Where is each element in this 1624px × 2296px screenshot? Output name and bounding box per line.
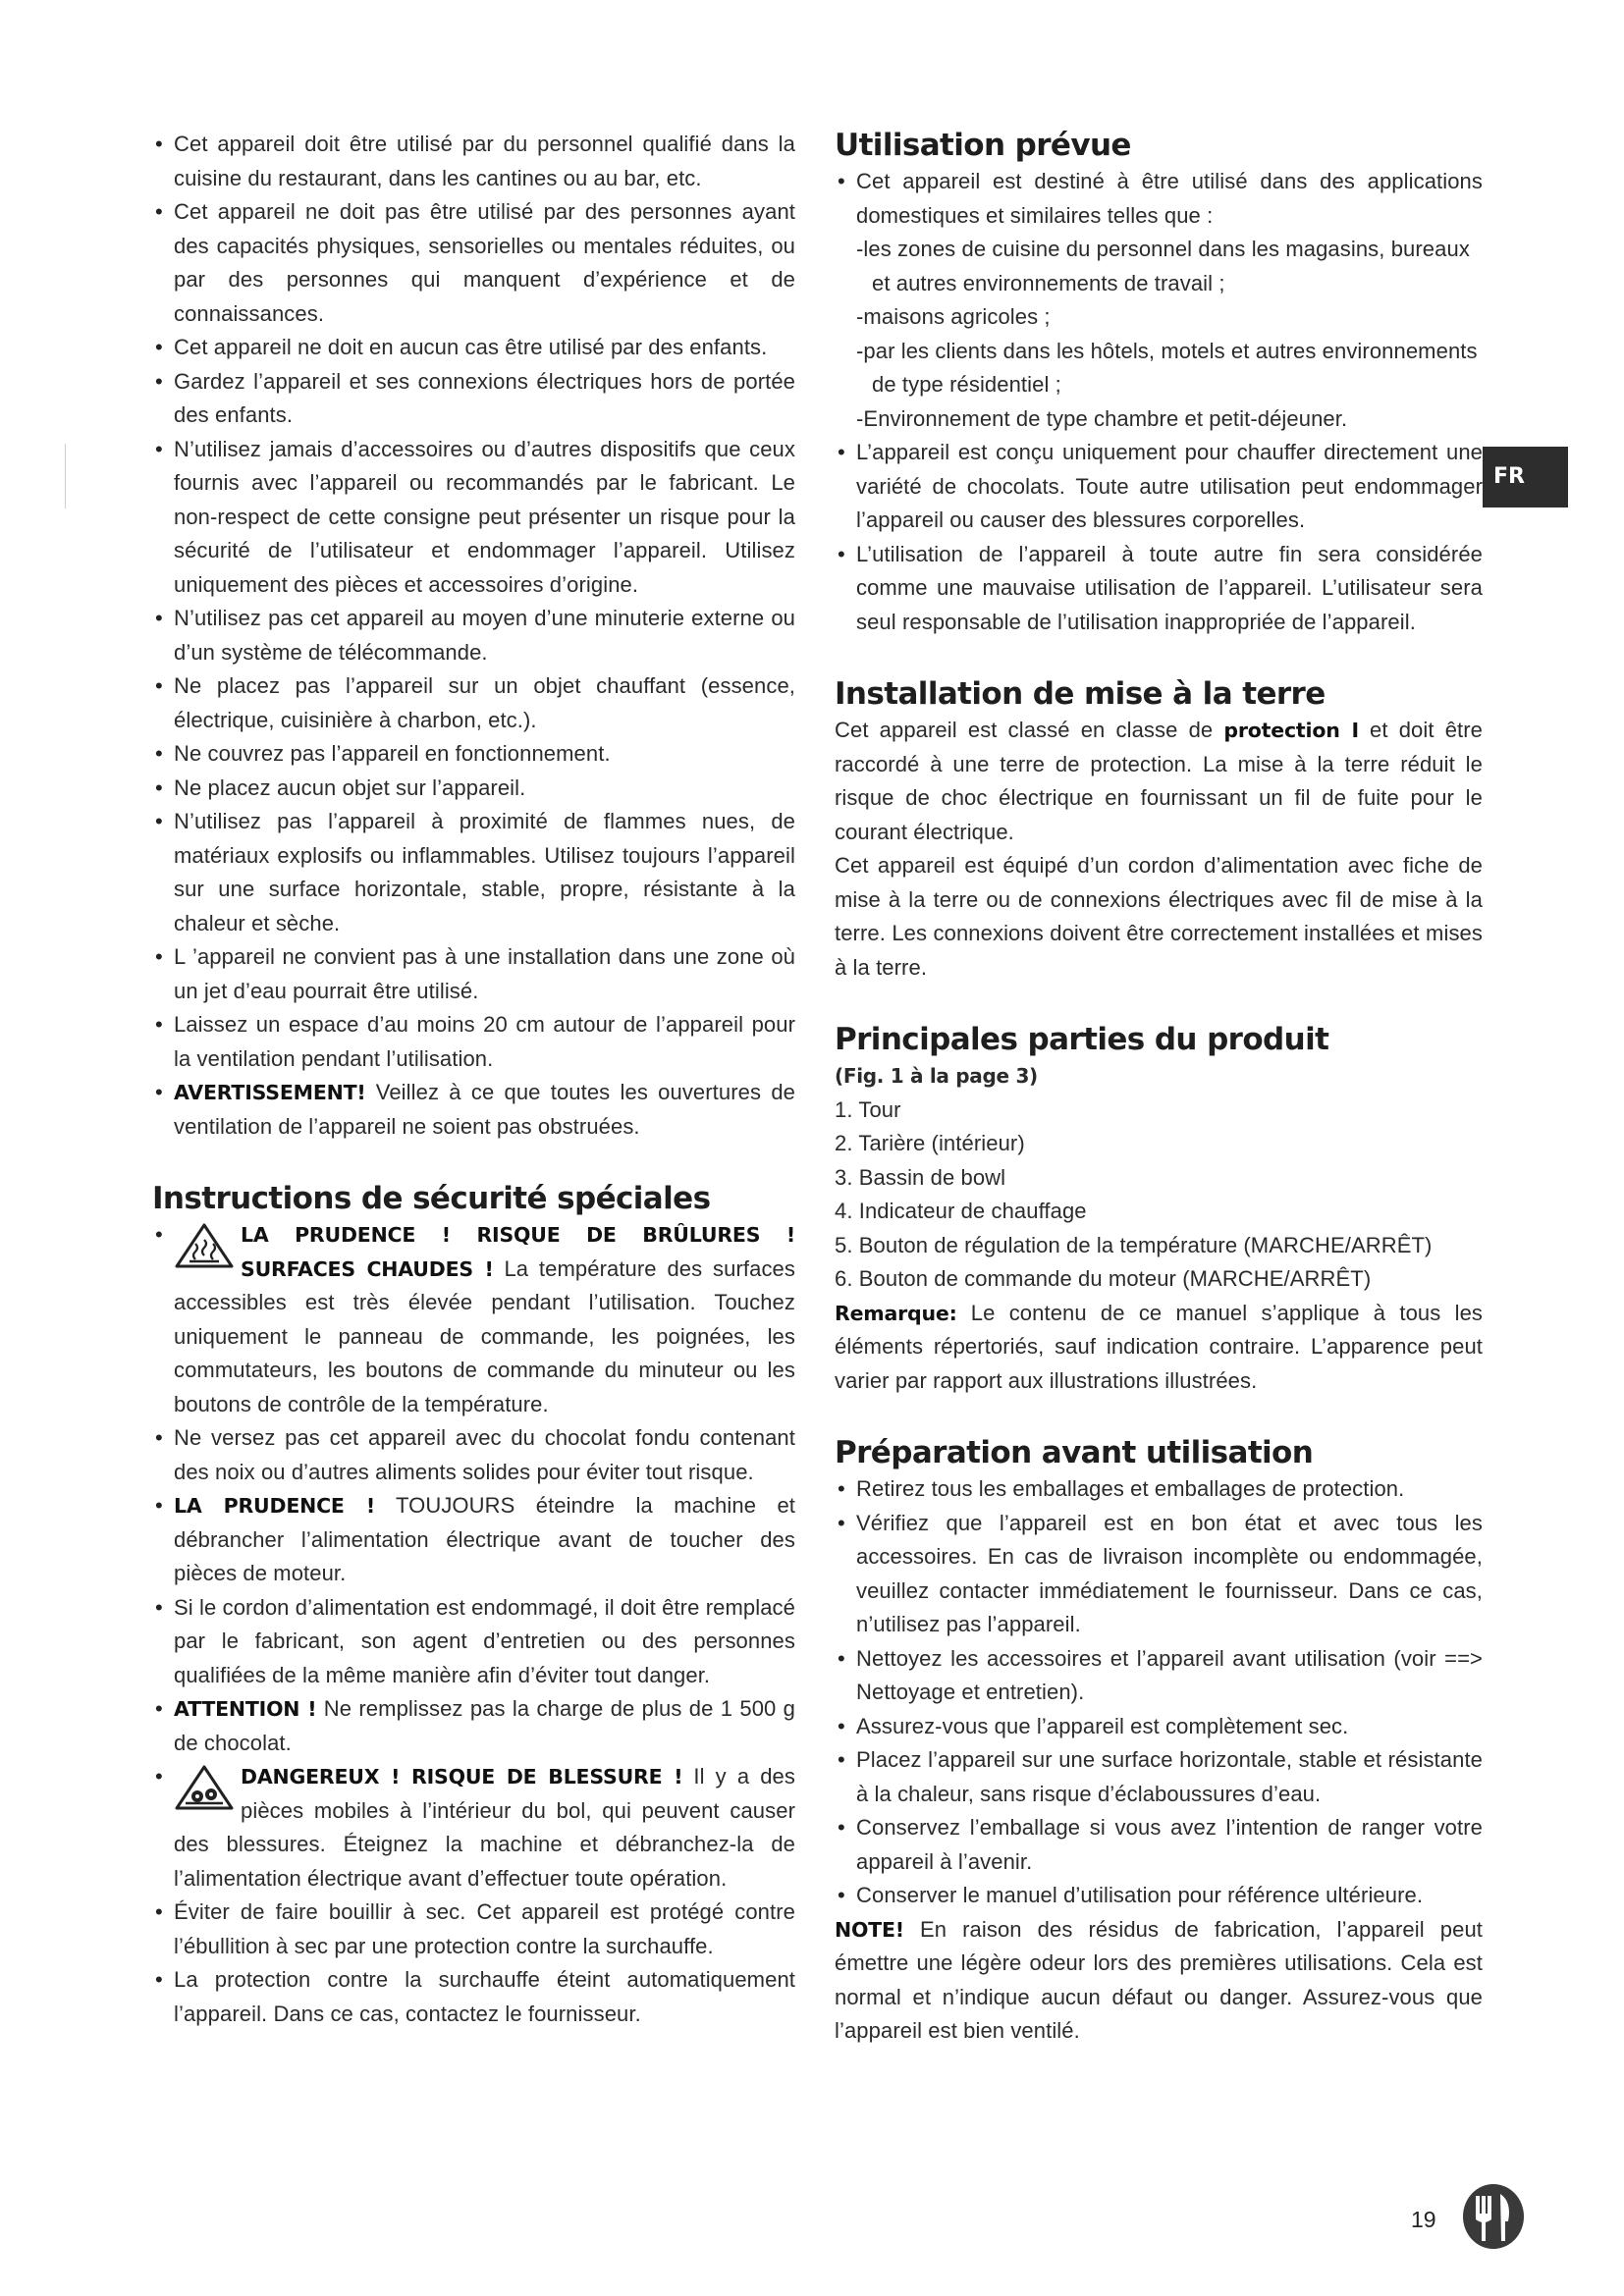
list-item: • Ne couvrez pas l’appareil en fonctionnement.	[152, 737, 795, 772]
list-item: 3. Bassin de bowl	[835, 1164, 1006, 1190]
remarque-label: Remarque:	[835, 1301, 957, 1325]
list-item: • N’utilisez pas cet appareil au moyen d’une minuterie externe ou d’un système de télécommande.	[152, 602, 795, 669]
special-safety-heading: Instructions de sécurité spéciales	[152, 1181, 711, 1216]
prep-list	[835, 1472, 1483, 1913]
list-item: • N’utilisez jamais d’accessoires ou d’autres dispositifs que ceux fournis avec l’appareil ou recommandés par le fabricant. Le non-respect de cette consigne peut présenter un risque pour la sécurité de l’utilisateur et endommager l’appareil. Utilisez uniquement des pièces et accessoires d’origine.	[152, 433, 795, 603]
usage-dash-list	[856, 233, 1483, 436]
general-safety-list	[152, 128, 795, 1144]
danger-label: DANGEREUX ! RISQUE DE BLESSURE !	[241, 1765, 683, 1789]
list-item: 4. Indicateur de chauffage	[835, 1199, 1087, 1223]
list-item: • Gardez l’appareil et ses connexions électriques hors de portée des enfants.	[152, 365, 795, 433]
danger-text: Il y a des pièces mobiles à l’intérieur du bol, qui peuvent causer des blessures. Éteignez la machine et débranchez-la de l’alimentation électrique avant d’effectuer toute opération.	[174, 1764, 795, 1891]
list-item: • Cet appareil ne doit pas être utilisé par des personnes ayant des capacités physiques, sensorielles ou mentales réduites, ou par des personnes qui manquent d’expérience et de connaissances.	[152, 195, 795, 331]
note-paragraph	[835, 1913, 1483, 2049]
list-item: • Éviter de faire bouillir à sec. Cet appareil est protégé contre l’ébullition à sec par une protection contre la surchauffe.	[152, 1896, 795, 1963]
list-item: • Retirez tous les emballages et emballages de protection.	[835, 1472, 1483, 1507]
list-item: 1. Tour	[835, 1096, 901, 1122]
protection-class-label: protection I	[1223, 719, 1359, 742]
list-item	[152, 1760, 795, 1896]
margin-mark	[65, 444, 66, 508]
list-item: -par les clients dans les hôtels, motels et autres environnements de type résidentiel ;	[856, 338, 1478, 397]
right-column	[835, 126, 1483, 2049]
attention-text: Ne remplissez pas la charge de plus de 1 500 g de chocolat.	[174, 1696, 795, 1755]
list-item: • N’utilisez pas l’appareil à proximité de flammes nues, de matériaux explosifs ou inflammables. Utilisez toujours l’appareil sur une surface horizontale, stable, propre, résistante à la chaleur et sèche.	[152, 805, 795, 940]
parts-list	[835, 1094, 1483, 1297]
moving-parts-warning-icon	[174, 1764, 235, 1811]
usage-bullets	[835, 436, 1483, 639]
list-item: • Conserver le manuel d’utilisation pour référence ultérieure.	[835, 1879, 1483, 1913]
list-item: • L’appareil est conçu uniquement pour chauffer directement une variété de chocolats. Toute autre utilisation peut endommager l’appareil ou causer des blessures corporelles.	[835, 436, 1483, 538]
list-item: -maisons agricoles ;	[856, 304, 1051, 329]
list-item: 2. Tarière (intérieur)	[835, 1131, 1025, 1155]
list-item: • Placez l’appareil sur une surface horizontale, stable et résistante à la chaleur, sans risque d’éclaboussures d’eau.	[835, 1743, 1483, 1811]
earth-text-post: et doit être raccordé à une terre de protection. La mise à la terre réduit le risque de choc électrique en fournissant un fil de fuite pour le courant électrique.	[835, 718, 1484, 844]
earth-paragraph-2: Cet appareil est équipé d’un cordon d’alimentation avec fiche de mise à la terre ou de connexions électriques avec fil de mise à la terre. Les connexions doivent être correctement installées et mises à la terre.	[835, 853, 1483, 980]
list-item	[835, 165, 1483, 233]
list-item: • Ne placez aucun objet sur l’appareil.	[152, 772, 795, 806]
list-item: • Laissez un espace d’au moins 20 cm autour de l’appareil pour la ventilation pendant l’utilisation.	[152, 1008, 795, 1076]
parts-figure-ref: (Fig. 1 à la page 3)	[835, 1064, 1038, 1088]
remarque-paragraph	[835, 1297, 1483, 1399]
list-item: • La protection contre la surchauffe éteint automatiquement l’appareil. Dans ce cas, contactez le fournisseur.	[152, 1963, 795, 2031]
prep-heading: Préparation avant utilisation	[835, 1435, 1314, 1470]
cutlery-logo-icon	[1461, 2182, 1526, 2251]
usage-list	[835, 165, 1483, 233]
list-item: 6. Bouton de commande du moteur (MARCHE/ARRÊT)	[835, 1266, 1372, 1291]
earth-heading: Installation de mise à la terre	[835, 676, 1326, 712]
list-item	[152, 1076, 795, 1144]
parts-heading: Principales parties du produit	[835, 1022, 1329, 1057]
avertissement-text: Veillez à ce que toutes les ouvertures de ventilation de l’appareil ne soient pas obstruées.	[174, 1080, 795, 1139]
list-item	[152, 1489, 795, 1591]
page-number: 19	[1411, 2207, 1436, 2232]
list-item: • Ne placez pas l’appareil sur un objet chauffant (essence, électrique, cuisinière à charbon, etc.).	[152, 669, 795, 737]
list-item	[152, 1218, 795, 1421]
prudence-burn-label: LA PRUDENCE ! RISQUE DE BRÛLURES ! SURFACES CHAUDES !	[241, 1223, 795, 1281]
prudence-text: TOUJOURS éteindre la machine et débrancher l’alimentation électrique avant de toucher des pièces de moteur.	[174, 1493, 795, 1585]
left-column	[152, 128, 795, 2031]
earth-text-pre: Cet appareil est classé en classe de	[835, 718, 1224, 742]
list-item: • Cet appareil doit être utilisé par du personnel qualifié dans la cuisine du restaurant, dans les cantines ou au bar, etc.	[152, 128, 795, 195]
list-item: • Nettoyez les accessoires et l’appareil avant utilisation (voir ==> Nettoyage et entretien).	[835, 1642, 1483, 1710]
special-safety-list	[152, 1218, 795, 2031]
note-label: NOTE!	[835, 1917, 904, 1942]
list-item: • L ’appareil ne convient pas à une installation dans une zone où un jet d’eau pourrait être utilisé.	[152, 940, 795, 1008]
earth-paragraph-1	[835, 714, 1483, 849]
list-item: • L’utilisation de l’appareil à toute autre fin sera considérée comme une mauvaise utilisation de l’appareil. L’utilisateur sera seul responsable de l’utilisation inappropriée de l’appareil.	[835, 538, 1483, 640]
usage-heading: Utilisation prévue	[835, 128, 1131, 163]
list-item: • Conservez l’emballage si vous avez l’intention de ranger votre appareil à l’avenir.	[835, 1811, 1483, 1879]
list-item: -Environnement de type chambre et petit-déjeuner.	[856, 405, 1348, 431]
list-item: • Cet appareil ne doit en aucun cas être utilisé par des enfants.	[152, 331, 795, 365]
prudence-label: LA PRUDENCE !	[174, 1494, 375, 1518]
avertissement-label: AVERTISSEMENT!	[174, 1081, 366, 1104]
list-item: • Vérifiez que l’appareil est en bon état et avec tous les accessoires. En cas de livraison incomplète ou endommagée, veuillez contacter immédiatement le fournisseur. Dans ce cas, n’utilisez pas l’appareil.	[835, 1507, 1483, 1642]
language-tab-fr: FR	[1483, 447, 1568, 507]
attention-label: ATTENTION !	[174, 1697, 317, 1721]
usage-intro: Cet appareil est destiné à être utilisé dans des applications domestiques et similaires telles que :	[856, 169, 1483, 228]
remarque-text: Le contenu de ce manuel s’applique à tous les éléments répertoriés, sauf indication contraire. L’apparence peut varier par rapport aux illustrations illustrées.	[835, 1300, 1483, 1393]
list-item	[152, 1692, 795, 1760]
hot-surface-warning-icon	[174, 1222, 235, 1269]
list-item: -les zones de cuisine du personnel dans les magasins, bureaux et autres environnements de travail ;	[856, 237, 1470, 295]
list-item: • Ne versez pas cet appareil avec du chocolat fondu contenant des noix ou d’autres aliments solides pour éviter tout risque.	[152, 1421, 795, 1489]
list-item: • Si le cordon d’alimentation est endommagé, il doit être remplacé par le fabricant, son agent d’entretien ou des personnes qualifiées de la même manière afin d’éviter tout danger.	[152, 1591, 795, 1693]
prudence-burn-text: La température des surfaces accessibles est très élevée pendant l’utilisation. Touchez uniquement le panneau de commande, les poignées, les commutateurs, les boutons de commande du minuteur ou les boutons de contrôle de la température.	[174, 1255, 795, 1416]
list-item: 5. Bouton de régulation de la température (MARCHE/ARRÊT)	[835, 1232, 1433, 1257]
list-item: • Assurez-vous que l’appareil est complètement sec.	[835, 1710, 1483, 1744]
note-text: En raison des résidus de fabrication, l’appareil peut émettre une légère odeur lors des premières utilisations. Cela est normal et n’indique aucun défaut ou danger. Assurez-vous que l’appareil est bien ventilé.	[835, 1916, 1483, 2043]
